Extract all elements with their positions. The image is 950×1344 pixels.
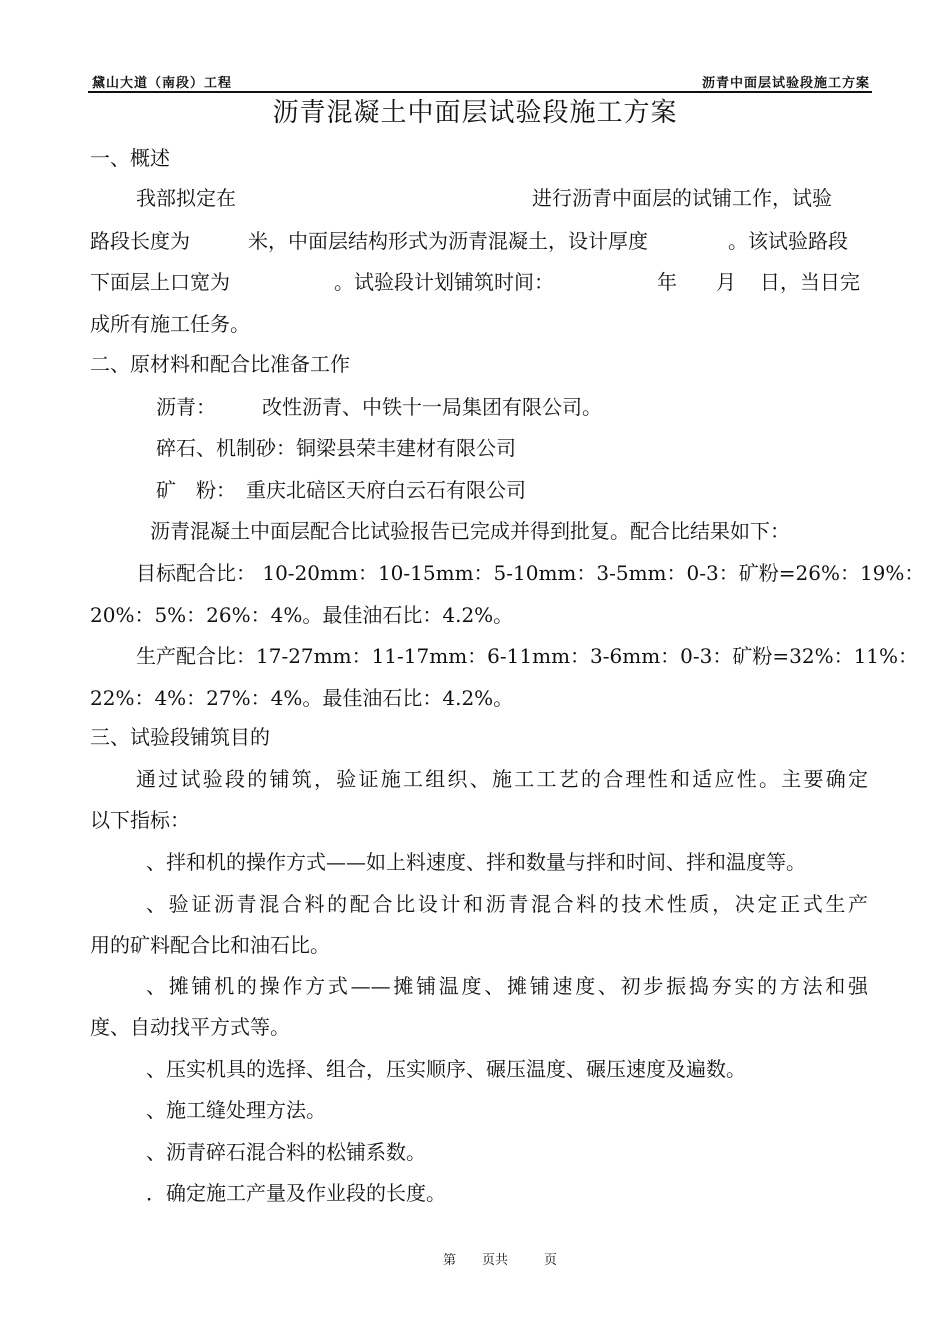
overview-text: 月 bbox=[716, 270, 736, 294]
production-mix-ratio: 生产配合比：17-27mm：11-17mm：6-11mm：3-6mm：0-3：矿粉=32%：11%： bbox=[136, 644, 919, 668]
mix-report-text: 沥青混凝土中面层配合比试验报告已完成并得到批复。配合比结果如下： bbox=[150, 519, 790, 543]
target-mix-ratio-cont: 20%：5%：26%：4%。最佳油石比：4.2%。 bbox=[90, 603, 514, 627]
overview-text: 米，中面层结构形式为沥青混凝土，设计厚度 bbox=[248, 229, 648, 253]
overview-text: 日，当日完 bbox=[760, 270, 860, 294]
header-project-name: 黛山大道（南段）工程 bbox=[92, 76, 233, 91]
overview-text: 。该试验路段 bbox=[728, 229, 848, 253]
purpose-item: 、拌和机的操作方式——如上料速度、拌和数量与拌和时间、拌和温度等。 bbox=[146, 850, 806, 874]
page-header bbox=[92, 70, 870, 90]
asphalt-label: 沥青： bbox=[156, 395, 216, 419]
section1-heading: 一、概述 bbox=[90, 146, 170, 170]
overview-text: 我部拟定在 bbox=[136, 186, 236, 210]
overview-text: 年 bbox=[657, 270, 677, 294]
aggregate-supplier: 碎石、机制砂：铜梁县荣丰建材有限公司 bbox=[156, 436, 516, 460]
mineral-powder-label: 矿 粉： bbox=[156, 478, 236, 502]
purpose-item: 、摊铺机的操作方式——摊铺温度、摊铺速度、初步振捣夯实的方法和强 bbox=[146, 974, 868, 998]
footer-page-middle: 页共 bbox=[482, 1253, 509, 1268]
overview-text: 成所有施工任务。 bbox=[90, 312, 250, 336]
asphalt-supplier: 改性沥青、中铁十一局集团有限公司。 bbox=[262, 395, 602, 419]
overview-text: 进行沥青中面层的试铺工作，试验 bbox=[532, 186, 832, 210]
purpose-item: 、施工缝处理方法。 bbox=[146, 1098, 326, 1122]
purpose-intro: 通过试验段的铺筑，验证施工组织、施工工艺的合理性和适应性。主要确定 bbox=[136, 767, 868, 791]
footer-page-prefix: 第 bbox=[443, 1253, 457, 1268]
purpose-item: 、压实机具的选择、组合，压实顺序、碾压温度、碾压速度及遍数。 bbox=[146, 1057, 746, 1081]
purpose-item-cont: 度、自动找平方式等。 bbox=[90, 1015, 290, 1039]
overview-text: 。试验段计划铺筑时间： bbox=[334, 270, 554, 294]
section3-heading: 三、试验段铺筑目的 bbox=[90, 725, 270, 749]
purpose-item: ．确定施工产量及作业段的长度。 bbox=[146, 1181, 446, 1205]
purpose-item-cont: 用的矿料配合比和油石比。 bbox=[90, 933, 330, 957]
footer-page-suffix: 页 bbox=[544, 1253, 558, 1268]
purpose-item: 、验证沥青混合料的配合比设计和沥青混合料的技术性质，决定正式生产 bbox=[146, 892, 868, 916]
overview-text: 下面层上口宽为 bbox=[90, 270, 230, 294]
header-document-name: 沥青中面层试验段施工方案 bbox=[701, 76, 870, 91]
mineral-powder-supplier: 重庆北碚区天府白云石有限公司 bbox=[246, 478, 526, 502]
overview-text: 路段长度为 bbox=[90, 229, 190, 253]
target-mix-ratio: 目标配合比： 10-20mm：10-15mm：5-10mm：3-5mm：0-3：矿粉=26%：19%： bbox=[136, 561, 925, 585]
purpose-intro-cont: 以下指标： bbox=[90, 808, 190, 832]
production-mix-ratio-cont: 22%：4%：27%：4%。最佳油石比：4.2%。 bbox=[90, 686, 514, 710]
purpose-item: 、沥青碎石混合料的松铺系数。 bbox=[146, 1140, 426, 1164]
document-title: 沥青混凝土中面层试验段施工方案 bbox=[272, 98, 678, 128]
section2-heading: 二、原材料和配合比准备工作 bbox=[90, 352, 350, 376]
